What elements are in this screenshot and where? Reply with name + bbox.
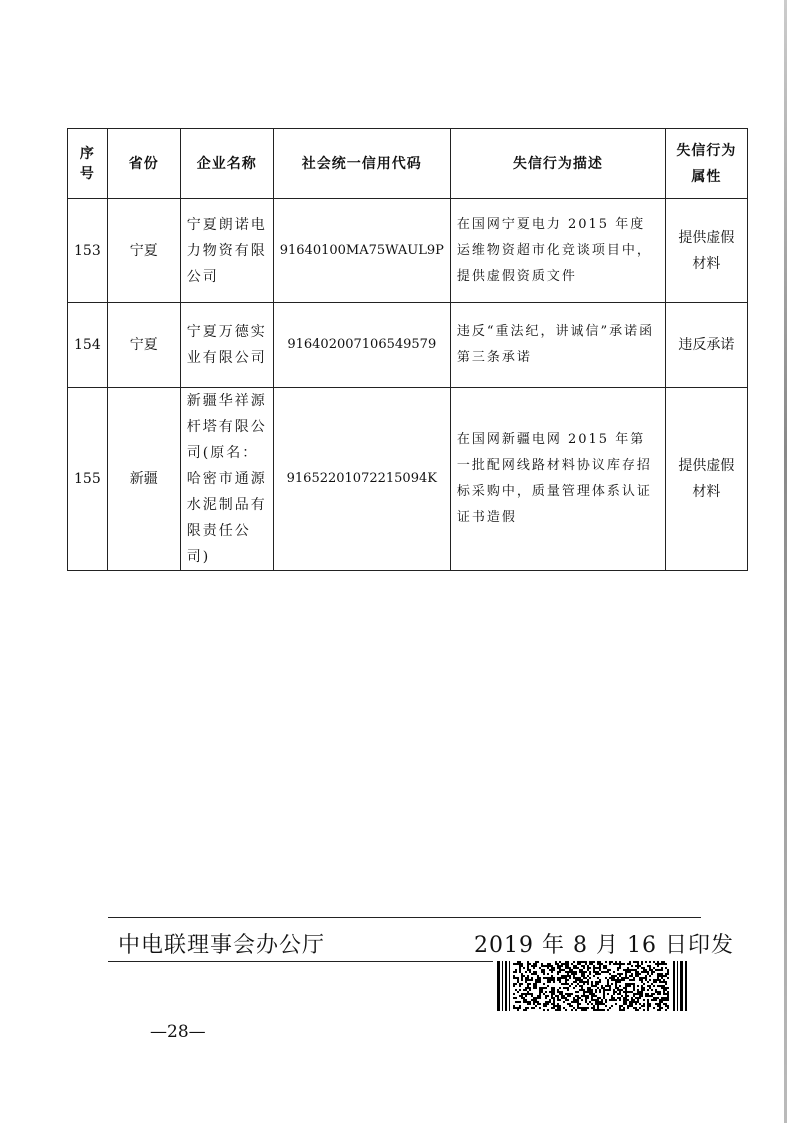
row-province: 宁夏 (107, 303, 180, 388)
table-row (68, 199, 748, 303)
document-barcode-icon (497, 961, 687, 1011)
header-description: 失信行为描述 (450, 129, 665, 199)
issue-date: 2019 年 8 月 16 日印发 (474, 933, 734, 958)
table-row (68, 303, 748, 388)
row-description: 违反“重法纪，讲诚信”承诺函第三条承诺 (450, 303, 665, 388)
row-company: 宁夏万德实业有限公司 (180, 303, 273, 388)
row-company: 宁夏朗诺电力物资有限公司 (180, 199, 273, 303)
header-attribute: 失信行为 属性 (665, 129, 747, 199)
header-credit-code: 社会统一信用代码 (273, 129, 450, 199)
footer-bottom-rule (108, 961, 493, 962)
row-province: 新疆 (107, 388, 180, 571)
row-attribute: 违反承诺 (665, 303, 747, 388)
header-company: 企业名称 (180, 129, 273, 199)
issuer-name: 中电联理事会办公厅 (118, 933, 326, 958)
row-credit-code: 91652201072215094K (273, 388, 450, 571)
row-description: 在国网新疆电网 2015 年第一批配网线路材料协议库存招标采购中，质量管理体系认证证书造假 (450, 388, 665, 571)
row-province: 宁夏 (107, 199, 180, 303)
row-attribute: 提供虚假材料 (665, 199, 747, 303)
row-seq: 153 (68, 199, 108, 303)
row-seq: 154 (68, 303, 108, 388)
row-description: 在国网宁夏电力 2015 年度运维物资超市化竞谈项目中，提供虚假资质文件 (450, 199, 665, 303)
row-attribute: 提供虚假材料 (665, 388, 747, 571)
header-seq: 序 号 (68, 129, 108, 199)
table-header-row (68, 129, 748, 199)
row-company: 新疆华祥源杆塔有限公司(原名：哈密市通源水泥制品有限责任公司) (180, 388, 273, 571)
scan-edge-artifact (784, 0, 787, 1123)
footer-top-rule (108, 917, 701, 918)
header-province: 省份 (107, 129, 180, 199)
dishonest-enterprise-table (67, 128, 748, 571)
row-credit-code: 91640100MA75WAUL9P (273, 199, 450, 303)
row-credit-code: 916402007106549579 (273, 303, 450, 388)
table-row (68, 388, 748, 571)
row-seq: 155 (68, 388, 108, 571)
page-number: —28— (150, 1022, 206, 1042)
